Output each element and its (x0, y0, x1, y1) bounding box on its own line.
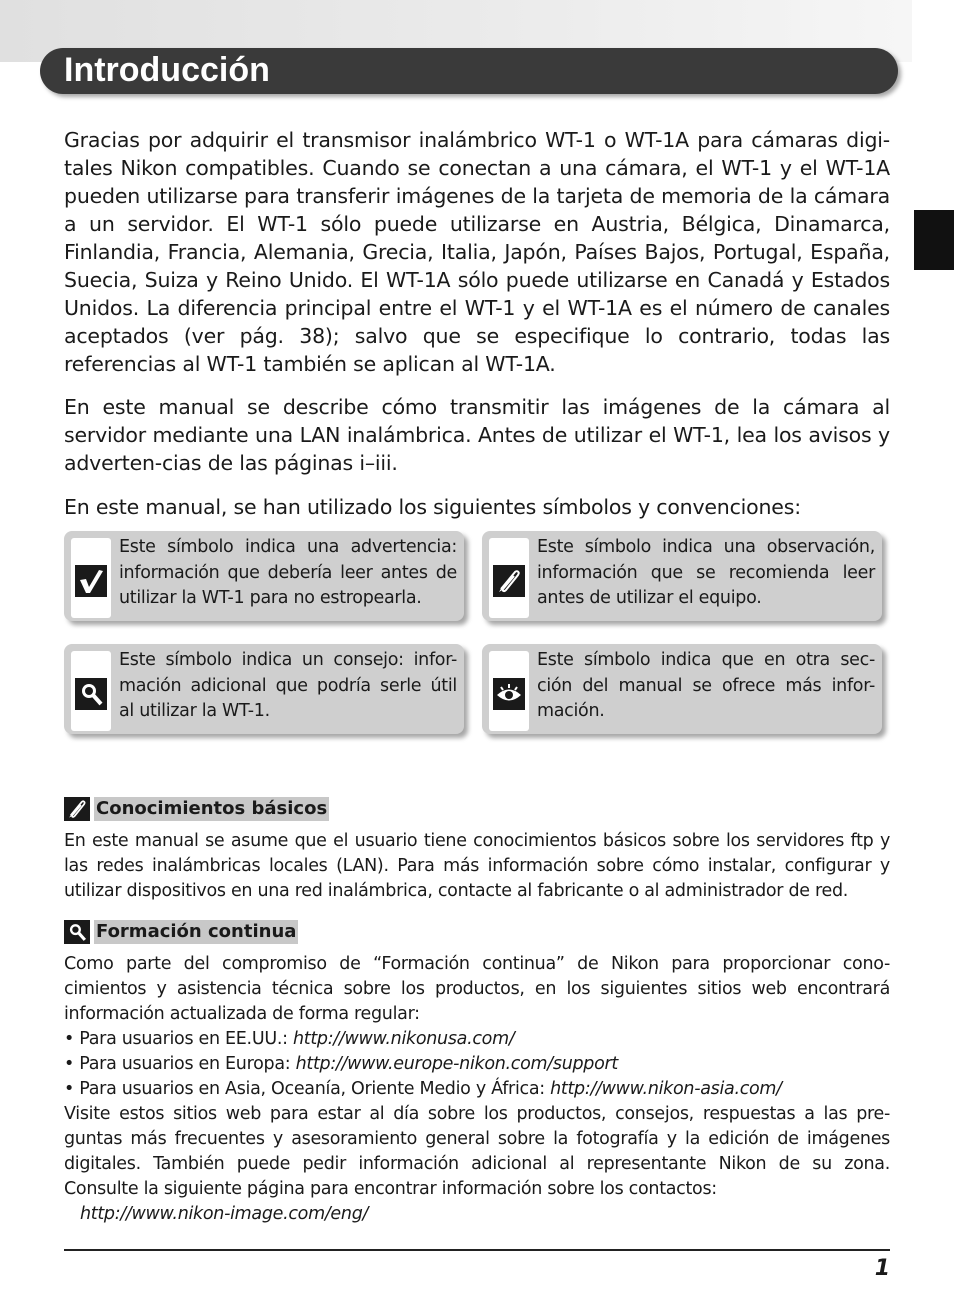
symbol-box-tip (64, 644, 464, 734)
footer-rule (64, 1249, 890, 1251)
magnifier-icon (64, 920, 90, 944)
page-number: 1 (874, 1256, 890, 1281)
page-title: Introducción (64, 51, 270, 89)
list-item: • Para usuarios en Asia, Oceanía, Oriente Medio y África: http://www.nikon-asia.com/ (64, 1079, 782, 1099)
europe-nikon-link[interactable]: http://www.europe-nikon.com/support (295, 1054, 618, 1074)
intro-section (64, 126, 890, 378)
basics-section (64, 829, 890, 904)
title-bar (40, 48, 898, 94)
symbol-note-text: Este símbolo indica una observación, información que se recomienda leer antes de utilizar el equipo. (537, 537, 875, 608)
intro-paragraph-2: En este manual se describe cómo transmitir las imágenes de la cámara al servidor mediante una LAN inalámbrica. Antes de utilizar el WT-1, lea los avisos y adverten-cias de las páginas i–iii. (64, 395, 890, 475)
intro-paragraph-3: En este manual, se han utilizado los siguientes símbolos y convenciones: (64, 495, 801, 519)
training-title: Formación continua (96, 921, 297, 942)
check-mark-icon (75, 565, 107, 597)
training-intro: Como parte del compromiso de “Formación continua” de Nikon para proporcionar cono-cimientos y asistencia técnica sobre los productos, en los siguientes sitios web encontrará información actualizada de forma regular: (64, 954, 890, 1024)
pencil-icon (493, 565, 525, 597)
list-item: • Para usuarios en EE.UU.: http://www.nikonusa.com/ (64, 1029, 515, 1049)
intro-section-2 (64, 393, 890, 477)
eye-icon (493, 678, 525, 710)
basics-title: Conocimientos básicos (96, 798, 328, 819)
symbol-box-warning (64, 531, 464, 621)
pencil-icon (64, 797, 90, 821)
list-item: • Para usuarios en Europa: http://www.europe-nikon.com/support (64, 1054, 618, 1074)
symbol-warning-text: Este símbolo indica una advertencia: información que debería leer antes de utilizar la WT-1 para no estropearla. (119, 537, 457, 608)
nikonusa-link[interactable]: http://www.nikonusa.com/ (292, 1029, 515, 1049)
section-thumb-tab (914, 210, 954, 270)
nikon-asia-link[interactable]: http://www.nikon-asia.com/ (550, 1079, 782, 1099)
training-section (64, 952, 890, 1227)
symbol-box-reference (482, 644, 882, 734)
symbol-reference-text: Este símbolo indica que en otra sec-ción del manual se ofrece más infor-mación. (537, 650, 875, 721)
symbol-tip-text: Este símbolo indica un consejo: infor-mación adicional que podría serle útil al utilizar la WT-1. (119, 650, 457, 721)
magnifier-icon (75, 678, 107, 710)
basics-text: En este manual se asume que el usuario tiene conocimientos básicos sobre los servidores ftp y las redes inalámbricas locales (LAN). Para más información sobre cómo instalar, configurar y utilizar dispositivos en una red inalámbrica, contacte al fabricante o al administrador de red. (64, 831, 890, 901)
nikon-image-link[interactable]: http://www.nikon-image.com/eng/ (80, 1204, 369, 1224)
training-heading (64, 920, 298, 944)
intro-section-3 (64, 493, 890, 521)
symbol-box-note (482, 531, 882, 621)
basics-heading (64, 797, 329, 821)
intro-paragraph-1: Gracias por adquirir el transmisor inalámbrico WT-1 o WT-1A para cámaras digi-tales Nikon compatibles. Cuando se conectan a una cámara, el WT-1 y el WT-1A pueden utilizarse para transferir imágenes de la tarjeta de memoria de la cámara a un servidor. El WT-1 sólo puede utilizarse en Austria, Bélgica, Dinamarca, Finlandia, Francia, Alemania, Grecia, Italia, Japón, Países Bajos, Portugal, España, Suecia, Suiza y Reino Unido. El WT-1A sólo puede utilizarse en Canadá y Estados Unidos. La diferencia principal entre el WT-1 y el WT-1A es el número de canales aceptados (ver pág. 38); salvo que se especifique lo contrario, todas las referencias al WT-1 también se aplican al WT-1A. (64, 128, 890, 376)
training-outro: Visite estos sitios web para estar al día sobre los productos, consejos, respuestas a las pre-guntas más frecuentes y asesoramiento general sobre la fotografía y la edición de imágenes digitales. También puede pedir información adicional al representante Nikon de su zona. Consulte la siguiente página para encontrar información sobre los contactos: (64, 1104, 890, 1199)
